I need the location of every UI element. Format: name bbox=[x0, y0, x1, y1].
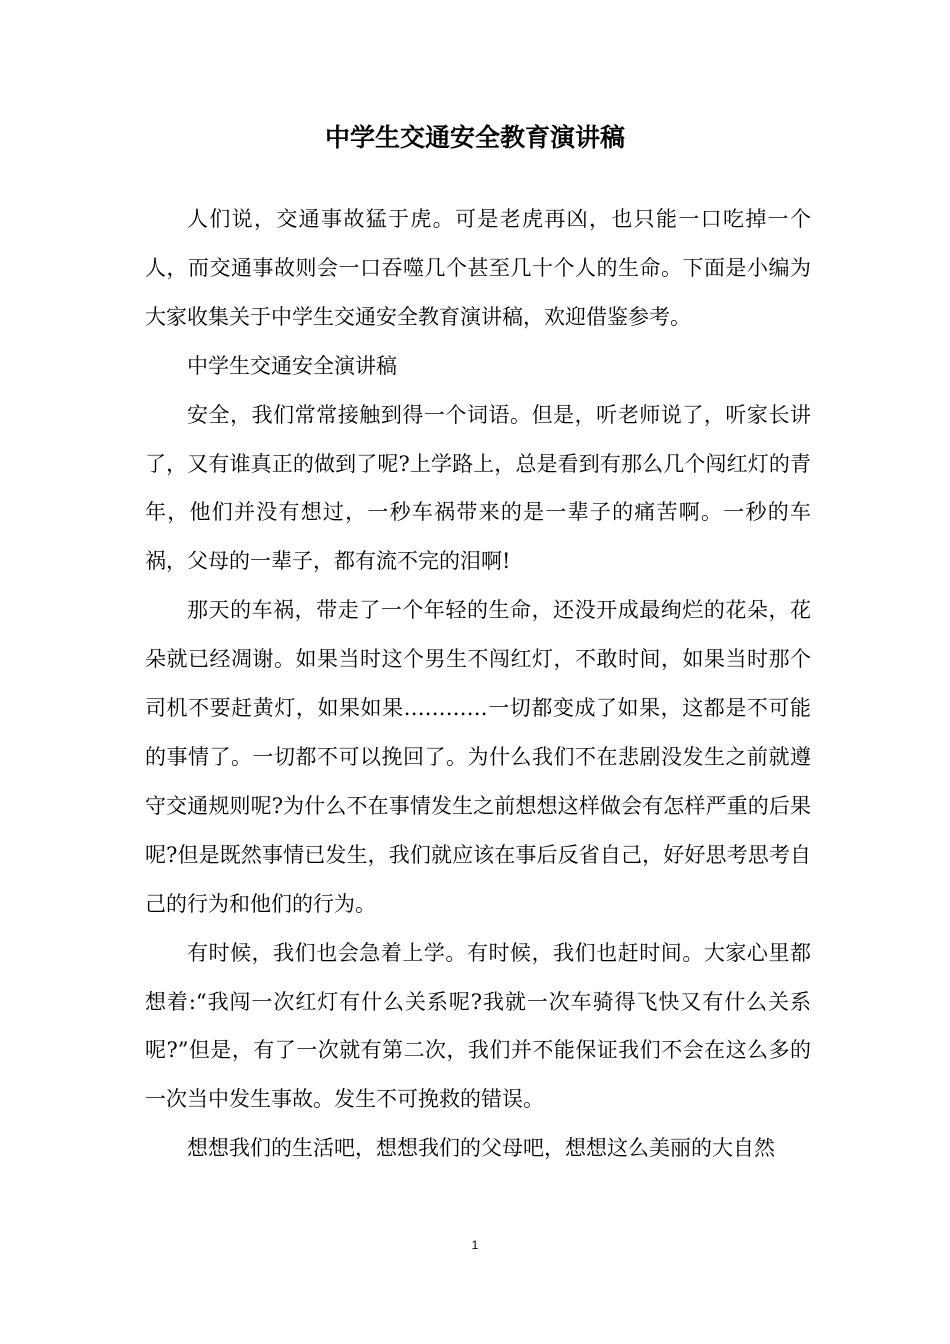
document-title: 中学生交通安全教育演讲稿 bbox=[324, 123, 625, 152]
document-body bbox=[145, 195, 811, 1173]
paragraph: 安全，我们常常接触到得一个词语。但是，听老师说了，听家长讲了，又有谁真正的做到了呢?上学路上，总是看到有那么几个闯红灯的青年，他们并没有想过，一秒车祸带来的是一辈子的痛苦啊。一秒的车祸，父母的一辈子，都有流不完的泪啊! bbox=[145, 402, 811, 574]
paragraph: 有时候，我们也会急着上学。有时候，我们也赶时间。大家心里都想着:“我闯一次红灯有什么关系呢?我就一次车骑得飞快又有什么关系呢?”但是，有了一次就有第二次，我们并不能保证我们不会在这么多的一次当中发生事故。发生不可挽救的错误。 bbox=[145, 940, 811, 1112]
paragraph: 想想我们的生活吧，想想我们的父母吧，想想这么美丽的大自然 bbox=[187, 1136, 775, 1161]
page-number: 1 bbox=[471, 1238, 479, 1252]
paragraph: 那天的车祸，带走了一个年轻的生命，还没开成最绚烂的花朵，花朵就已经凋谢。如果当时这个男生不闯红灯，不敢时间，如果当时那个司机不要赶黄灯，如果如果…………一切都变成了如果，这都是不可能的事情了。一切都不可以挽回了。为什么我们不在悲剧没发生之前就遵守交通规则呢?为什么不在事情发生之前想想这样做会有怎样严重的后果呢?但是既然事情已发生，我们就应该在事后反省自己，好好思考思考自己的行为和他们的行为。 bbox=[145, 598, 811, 916]
paragraph-intro: 人们说，交通事故猛于虎。可是老虎再凶，也只能一口吃掉一个人，而交通事故则会一口吞噬几个甚至几十个人的生命。下面是小编为大家收集关于中学生交通安全教育演讲稿，欢迎借鉴参考。 bbox=[145, 207, 811, 329]
section-heading: 中学生交通安全演讲稿 bbox=[187, 353, 397, 378]
